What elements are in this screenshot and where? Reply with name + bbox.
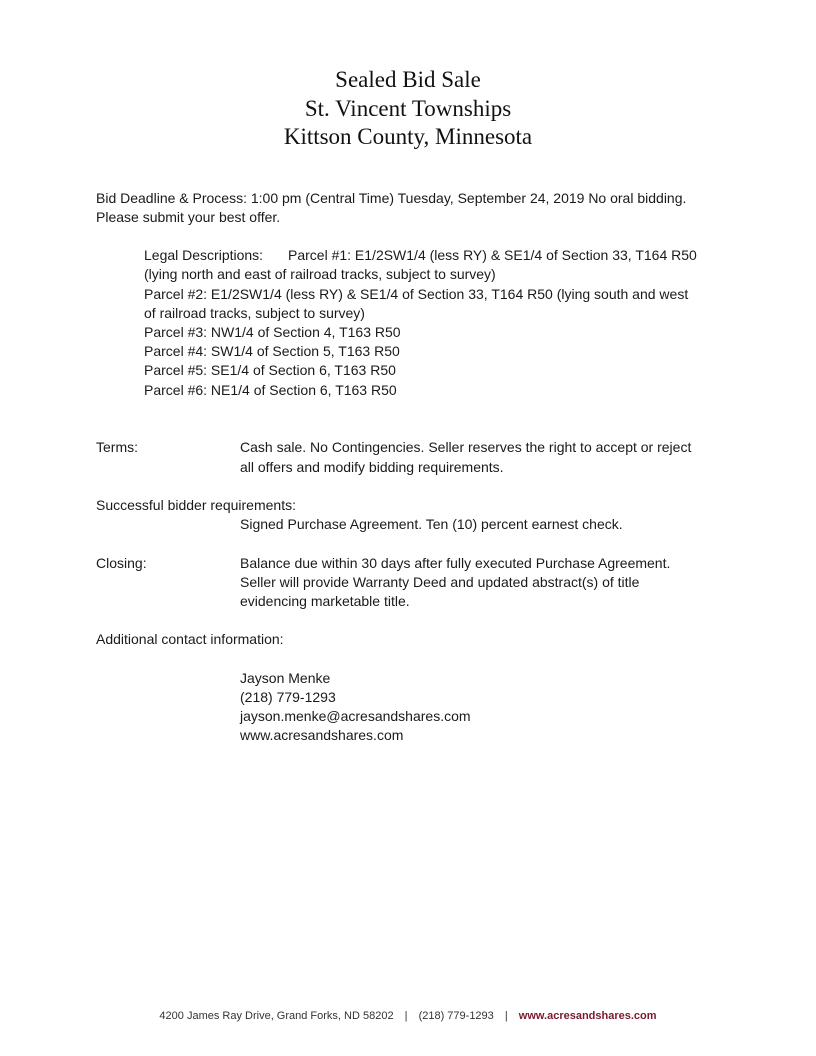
bidder-requirements-label: Successful bidder requirements: xyxy=(96,497,296,513)
footer-website-link[interactable]: www.acresandshares.com xyxy=(518,1010,657,1022)
contact-phone: (218) 779-1293 xyxy=(240,689,336,705)
terms-line-2: all offers and modify bidding requirements. xyxy=(240,459,504,475)
terms-line-1: Cash sale. No Contingencies. Seller reserves the right to accept or reject xyxy=(240,439,692,455)
contact-name: Jayson Menke xyxy=(240,670,331,686)
page-footer xyxy=(0,1010,816,1022)
parcel-1-line-2: (lying north and east of railroad tracks, subject to survey) xyxy=(144,266,496,282)
legal-descriptions-label: Legal Descriptions: xyxy=(144,247,264,263)
parcel-3: Parcel #3: NW1/4 of Section 4, T163 R50 xyxy=(144,324,401,340)
footer-separator: | xyxy=(404,1010,408,1022)
deadline-line-1: Bid Deadline & Process: 1:00 pm (Central Time) Tuesday, September 24, 2019 No oral bidding. xyxy=(96,190,687,206)
closing-line-2: Seller will provide Warranty Deed and updated abstract(s) of title xyxy=(240,574,640,590)
footer-address: 4200 James Ray Drive, Grand Forks, ND 58202 xyxy=(159,1010,394,1022)
parcel-2-line-2: of railroad tracks, subject to survey) xyxy=(144,305,365,321)
closing-label: Closing: xyxy=(96,555,147,571)
parcel-1-line-1: Parcel #1: E1/2SW1/4 (less RY) & SE1/4 of Section 33, T164 R50 xyxy=(288,247,697,263)
title-line-county: Kittson County, Minnesota xyxy=(283,124,533,149)
bidder-requirements-line-1: Signed Purchase Agreement. Ten (10) percent earnest check. xyxy=(240,516,623,532)
contact-website[interactable]: www.acresandshares.com xyxy=(240,727,404,743)
parcel-5: Parcel #5: SE1/4 of Section 6, T163 R50 xyxy=(144,362,396,378)
footer-separator: | xyxy=(504,1010,508,1022)
closing-line-1: Balance due within 30 days after fully executed Purchase Agreement. xyxy=(240,555,671,571)
contact-email[interactable]: jayson.menke@acresandshares.com xyxy=(240,708,471,724)
parcel-2-line-1: Parcel #2: E1/2SW1/4 (less RY) & SE1/4 of Section 33, T164 R50 (lying south and west xyxy=(144,286,689,302)
closing-line-3: evidencing marketable title. xyxy=(240,593,410,609)
parcel-4: Parcel #4: SW1/4 of Section 5, T163 R50 xyxy=(144,343,400,359)
document-title xyxy=(0,66,816,152)
contact-label: Additional contact information: xyxy=(96,631,284,647)
title-line-townships: St. Vincent Townships xyxy=(304,95,512,121)
terms-label: Terms: xyxy=(96,439,138,455)
parcel-6: Parcel #6: NE1/4 of Section 6, T163 R50 xyxy=(144,382,397,398)
title-line-sale: Sealed Bid Sale xyxy=(335,67,481,92)
deadline-line-2: Please submit your best offer. xyxy=(96,209,281,225)
footer-phone: (218) 779-1293 xyxy=(418,1010,494,1022)
